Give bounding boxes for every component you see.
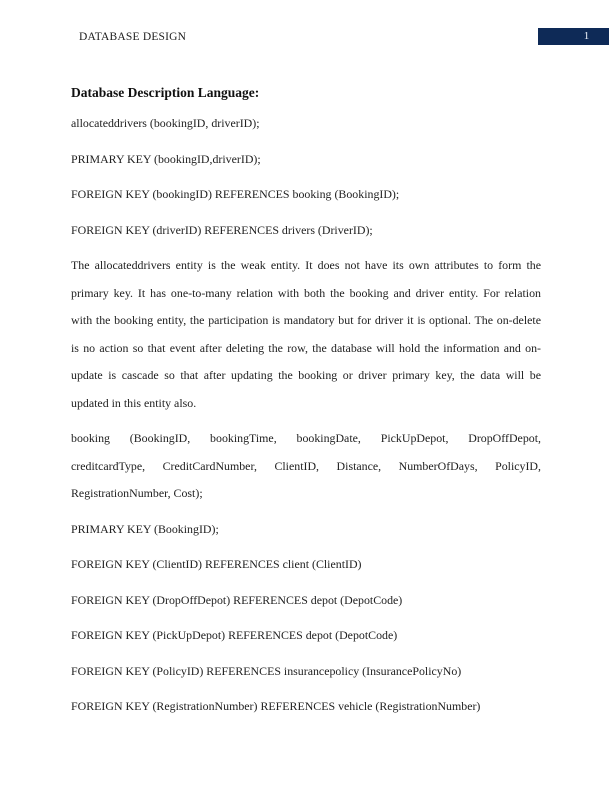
paragraph-line: creditcardType, CreditCardNumber, ClientID, Distance, NumberOfDays, PolicyID, [71,458,541,473]
paragraph-line: updated in this entity also. [71,395,197,410]
running-header-title: DATABASE DESIGN [79,31,187,43]
paragraph-line: primary key. It has one-to-many relation with both the booking and driver entity. For relation [71,285,541,300]
paragraph-line: The allocateddrivers entity is the weak entity. It does not have its own attributes to form the [71,258,541,272]
paragraph-line: is no action so that event after deleting the row, the database will hold the information and on- [71,340,541,355]
ddl-line: FOREIGN KEY (PolicyID) REFERENCES insurancepolicy (InsurancePolicyNo) [71,663,462,678]
ddl-line: PRIMARY KEY (bookingID,driverID); [71,151,261,166]
ddl-line: FOREIGN KEY (driverID) REFERENCES drivers (DriverID); [71,222,373,237]
paragraph-line: booking (BookingID, bookingTime, bookingDate, PickUpDepot, DropOffDepot, [71,431,541,445]
ddl-line: FOREIGN KEY (bookingID) REFERENCES booking (BookingID); [71,187,400,201]
ddl-line: PRIMARY KEY (BookingID); [71,521,219,536]
ddl-entity-definition [71,425,541,508]
paragraph-line: RegistrationNumber, Cost); [71,486,203,500]
body-paragraph [71,252,541,417]
section-heading: Database Description Language: [71,85,260,100]
paragraph-line: with the booking entity, the participation is mandatory but for driver it is optional. The on-delete [71,313,541,327]
ddl-line: FOREIGN KEY (DropOffDepot) REFERENCES depot (DepotCode) [71,592,403,607]
page-number-badge: 1 [538,28,609,45]
ddl-line: FOREIGN KEY (ClientID) REFERENCES client (ClientID) [71,557,362,571]
ddl-line: allocateddrivers (bookingID, driverID); [71,116,260,130]
document-body [71,84,541,729]
ddl-line: FOREIGN KEY (RegistrationNumber) REFERENCES vehicle (RegistrationNumber) [71,699,481,713]
paragraph-line: update is cascade so that after updating the booking or driver primary key, the data will be [71,368,541,382]
ddl-line: FOREIGN KEY (PickUpDepot) REFERENCES depot (DepotCode) [71,628,398,642]
